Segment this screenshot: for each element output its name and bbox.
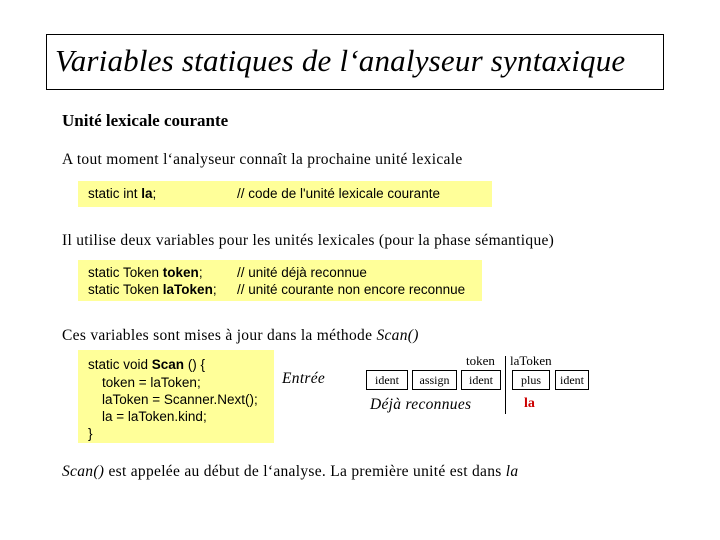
paragraph-1: A tout moment l‘analyseur connaît la prochaine unité lexicale <box>62 151 463 168</box>
method-name: Scan() <box>376 327 419 344</box>
paragraph-2: Il utilise deux variables pour les unités lexicales (pour la phase sémantique) <box>62 232 555 249</box>
code-scan-line-3: laToken = Scanner.Next(); <box>102 392 258 407</box>
code-comment-la: // code de l'unité lexicale courante <box>237 186 440 201</box>
token-plus: plus <box>512 370 550 390</box>
paragraph-3: Ces variables sont mises à jour dans la méthode Scan() <box>62 327 419 344</box>
token-ident-1: ident <box>366 370 408 390</box>
code-box-scan <box>78 350 274 443</box>
code-scan-line-2: token = laToken; <box>102 375 201 390</box>
code-scan-line-5: } <box>88 426 93 441</box>
section-heading: Unité lexicale courante <box>62 111 229 130</box>
code-box-1 <box>78 181 492 207</box>
code-scan-line-4: la = laToken.kind; <box>102 409 207 424</box>
token-label: token <box>466 353 495 368</box>
code-comment-token: // unité déjà reconnue <box>237 265 367 280</box>
latoken-label: laToken <box>510 353 552 368</box>
la-label: la <box>524 396 535 411</box>
token-ident-2: ident <box>461 370 501 390</box>
code-scan-signature: static void Scan () { <box>88 357 206 372</box>
code-comment-latoken: // unité courante non encore reconnue <box>237 282 466 297</box>
deja-reconnues-label: Déjà reconnues <box>370 396 472 413</box>
token-assign: assign <box>412 370 457 390</box>
slide-title: Variables statiques de l‘analyseur syntaxique <box>55 43 626 78</box>
entree-label: Entrée <box>282 370 326 387</box>
code-box-2 <box>78 260 482 301</box>
title-box <box>46 34 664 90</box>
token-ident-3: ident <box>555 370 589 390</box>
code-line-token: static Token token; <box>88 265 203 280</box>
code-line-la: static int la; <box>88 186 157 201</box>
footer-paragraph: Scan() est appelée au début de l‘analyse. La première unité est dans la <box>62 463 519 480</box>
divider-line <box>505 356 506 414</box>
code-line-latoken: static Token laToken; <box>88 282 217 297</box>
